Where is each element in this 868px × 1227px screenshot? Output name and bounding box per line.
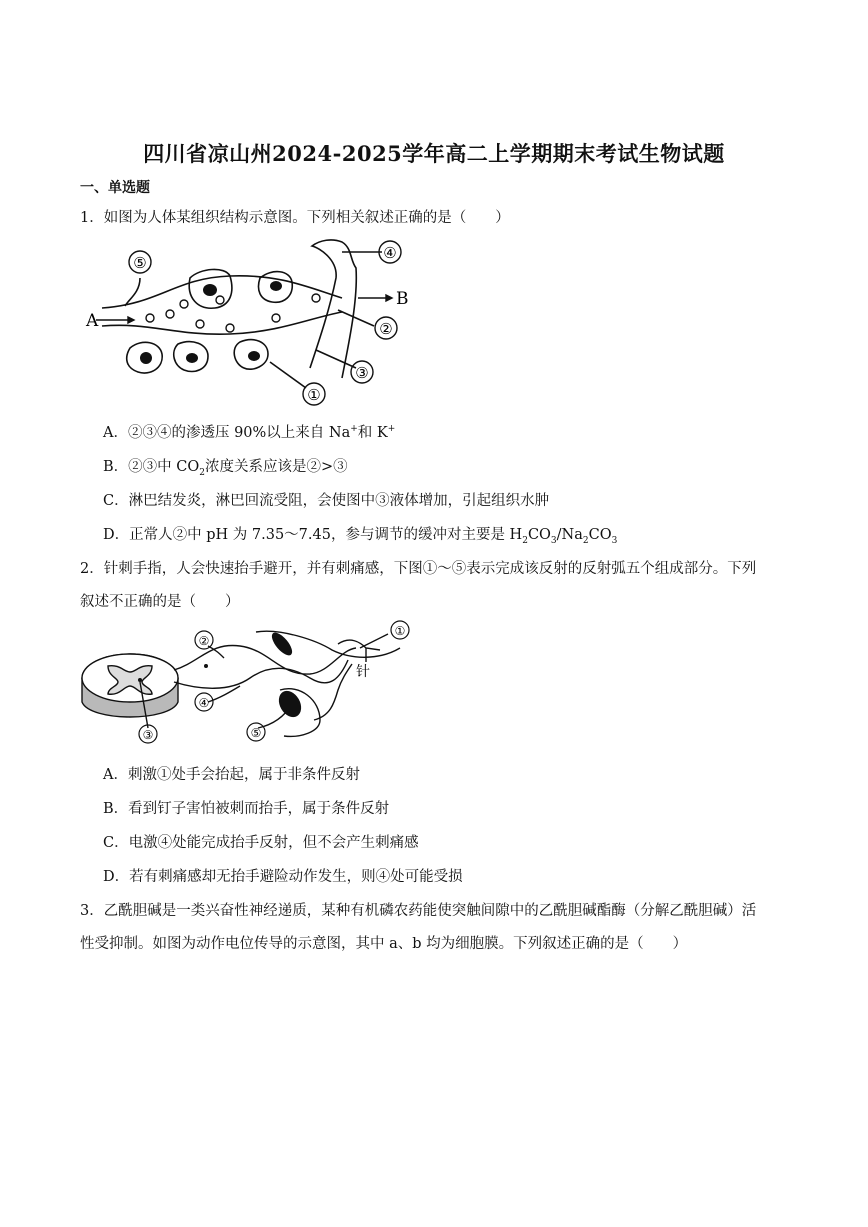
label-5: ⑤ (250, 726, 262, 740)
question-2-option-b[interactable]: B．看到钉子害怕被刺而抬手，属于条件反射 (103, 801, 390, 817)
question-1-option-a[interactable]: A．②③④的渗透压 90%以上来自 Na+和 K+ (103, 424, 396, 441)
tissue-structure-figure (80, 238, 420, 408)
question-2-option-c[interactable]: C．电激④处能完成抬手反射，但不会产生刺痛感 (103, 835, 419, 851)
question-1-stem: 1．如图为人体某组织结构示意图。下列相关叙述正确的是（ ） (80, 210, 510, 226)
label-4: ④ (198, 696, 210, 710)
label-2: ② (198, 634, 210, 648)
question-1-option-d[interactable]: D．正常人②中 pH 为 7.35～7.45，参与调节的缓冲对主要是 $H_2CO_3/Na_2CO_3$ (103, 527, 618, 546)
section-heading: 一、单选题 (80, 180, 150, 196)
label-a: A (86, 311, 99, 331)
question-2-option-a[interactable]: A．刺激①处手会抬起，属于非条件反射 (103, 767, 360, 783)
question-1-option-c[interactable]: C．淋巴结发炎，淋巴回流受阻，会使图中③液体增加，引起组织水肿 (103, 493, 550, 509)
question-2-option-d[interactable]: D．若有刺痛感却无抬手避险动作发生，则④处可能受损 (103, 869, 463, 885)
question-2-stem-line-1: 2．针刺手指，人会快速抬手避开，并有刺痛感，下图①～⑤表示完成该反射的反射弧五个组成部分。下列 (80, 561, 757, 577)
question-2-stem-line-2: 叙述不正确的是（ ） (80, 594, 240, 610)
label-3: ③ (355, 364, 369, 382)
label-1: ① (394, 624, 406, 638)
label-b: B (396, 289, 409, 309)
label-1: ① (307, 386, 321, 404)
label-needle: 针 (356, 664, 370, 680)
page-title: 四川省凉山州2024-2025学年高二上学期期末考试生物试题 (143, 141, 725, 166)
label-4: ④ (383, 244, 397, 262)
label-5: ⑤ (133, 254, 147, 272)
label-3: ③ (142, 728, 154, 742)
question-1-option-b[interactable]: B．②③中 $CO_2$浓度关系应该是②>③ (103, 459, 348, 478)
question-3-stem-line-2: 性受抑制。如图为动作电位传导的示意图，其中 a、b 均为细胞膜。下列叙述正确的是（ ） (80, 936, 688, 952)
label-2: ② (379, 320, 393, 338)
question-3-stem-line-1: 3．乙酰胆碱是一类兴奋性神经递质，某种有机磷农药能使突触间隙中的乙酰胆碱酯酶（分解乙酰胆碱）活 (80, 903, 757, 919)
reflex-arc-figure (80, 620, 420, 750)
